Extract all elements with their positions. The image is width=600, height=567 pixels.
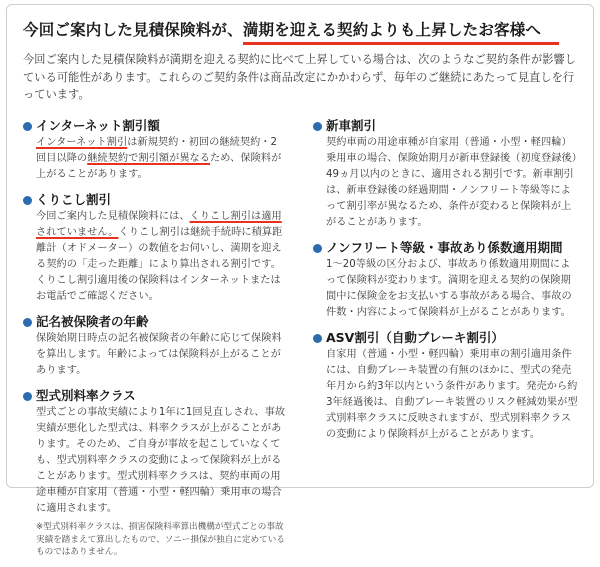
section-title: くりこし割引 [36, 192, 112, 207]
headline-part2: 満期を迎える契約よりも上昇したお客様へ [242, 21, 542, 39]
section-title: ASV割引（自動ブレーキ割引） [326, 330, 504, 345]
bullet-icon [313, 334, 322, 343]
underlined-phrase: 継続契約で割引額が異なる [87, 153, 211, 164]
footnote: ※型式別料率クラスは、損害保険料率算出機構が型式ごとの事故実績を踏まえて算出したもので、ソニー損保が独自に定めているものではありません。 [36, 522, 285, 557]
underlined-phrase: インターネット割引 [36, 137, 128, 148]
section-body: 1〜20等級の区分および、事故あり係数適用期間によって保険料が変わります。満期を迎える契約の保険期間中に保険金をお支払いする事故がある場合、事故の件数・内容によって保険料が上がることがあります。 [326, 259, 572, 318]
bullet-icon [313, 244, 322, 253]
right-column [313, 117, 579, 451]
bullet-icon [23, 196, 32, 205]
notice-panel [6, 4, 594, 557]
headline-part1: 今回ご案内した見積保険料が、 [23, 21, 243, 39]
underlined-phrase: くりこし割引は適用されていません。 [36, 211, 282, 238]
bullet-icon [23, 318, 32, 327]
section-internet-discount [23, 117, 287, 183]
section-insured-age [23, 313, 287, 379]
section-nonfleet-grade [313, 239, 579, 321]
section-model-rate-class [23, 387, 287, 559]
section-body: 今回ご案内した見積保険料には、くりこし割引は適用されていません。くりこし割引は継続手続時に積算距離計（オドメーター）の数値をお伺いし、満期を迎える契約の「走った距離」により算出される割引です。くりこし割引適用後の保険料はインターネットまたはお電話でご確認ください。 [36, 211, 283, 302]
bullet-icon [313, 122, 322, 131]
headline-underline [243, 42, 559, 45]
section-new-car-discount [313, 117, 579, 231]
section-body: 自家用（普通・小型・軽四輪）乗用車の割引適用条件には、自動ブレーキ装置の有無のほかに、型式の発売年月から約3年以内という条件があります。発売から約3年経過後は、自動ブレーキ装置のリスク軽減効果が型式別料率クラスに反映されますが、型式別料率クラスの変動により保険料が上がることがあります。 [326, 349, 578, 440]
section-asv-discount [313, 329, 579, 443]
section-title: ノンフリート等級・事故あり係数適用期間 [326, 240, 563, 255]
section-carryover-discount [23, 191, 287, 305]
section-title: 新車割引 [326, 118, 377, 133]
section-body: インターネット割引は新規契約・初回の継続契約・2回目以降の継続契約で割引額が異なるため、保険料が上がることがあります。 [36, 137, 282, 180]
section-body: 契約車両の用途車種が自家用（普通・小型・軽四輪）乗用車の場合、保険始期月が新車登録後（初度登録後）49ヵ月以内のときに、適用される割引です。新車割引は、新車登録後の経過期間・ノンフリート等級等によって割引率が異なるため、条件が変わると保険料が上がることがあります。 [326, 137, 577, 228]
section-body: 型式ごとの事故実績により1年に1回見直しされ、事故実績が悪化した型式は、料率クラスが上がることがあります。そのため、ご自身が事故を起こしていなくても、型式別料率クラスの変動によって保険料が上がることがあります。型式別料率クラスは、契約車両の用途車種が自家用（普通・小型・軽四輪）乗用車の場合に適用されます。 [36, 407, 286, 514]
bullet-icon [23, 122, 32, 131]
section-title: 型式別料率クラス [36, 388, 136, 403]
section-title: 記名被保険者の年齢 [36, 314, 149, 329]
intro-text: 今回ご案内した見積保険料が満期を迎える契約に比べて上昇している場合は、次のようなご契約条件が影響している可能性があります。これらのご契約条件は商品改定にかかわらず、毎年のご継続にあたって見直しを行っています。 [23, 53, 577, 101]
section-body: 保険始期日時点の記名被保険者の年齢に応じて保険料を算出します。年齢によっては保険料が上がることがあります。 [36, 333, 282, 376]
left-column [23, 117, 287, 567]
section-title: インターネット割引額 [36, 118, 160, 133]
headline [23, 19, 577, 41]
bullet-icon [23, 392, 32, 401]
